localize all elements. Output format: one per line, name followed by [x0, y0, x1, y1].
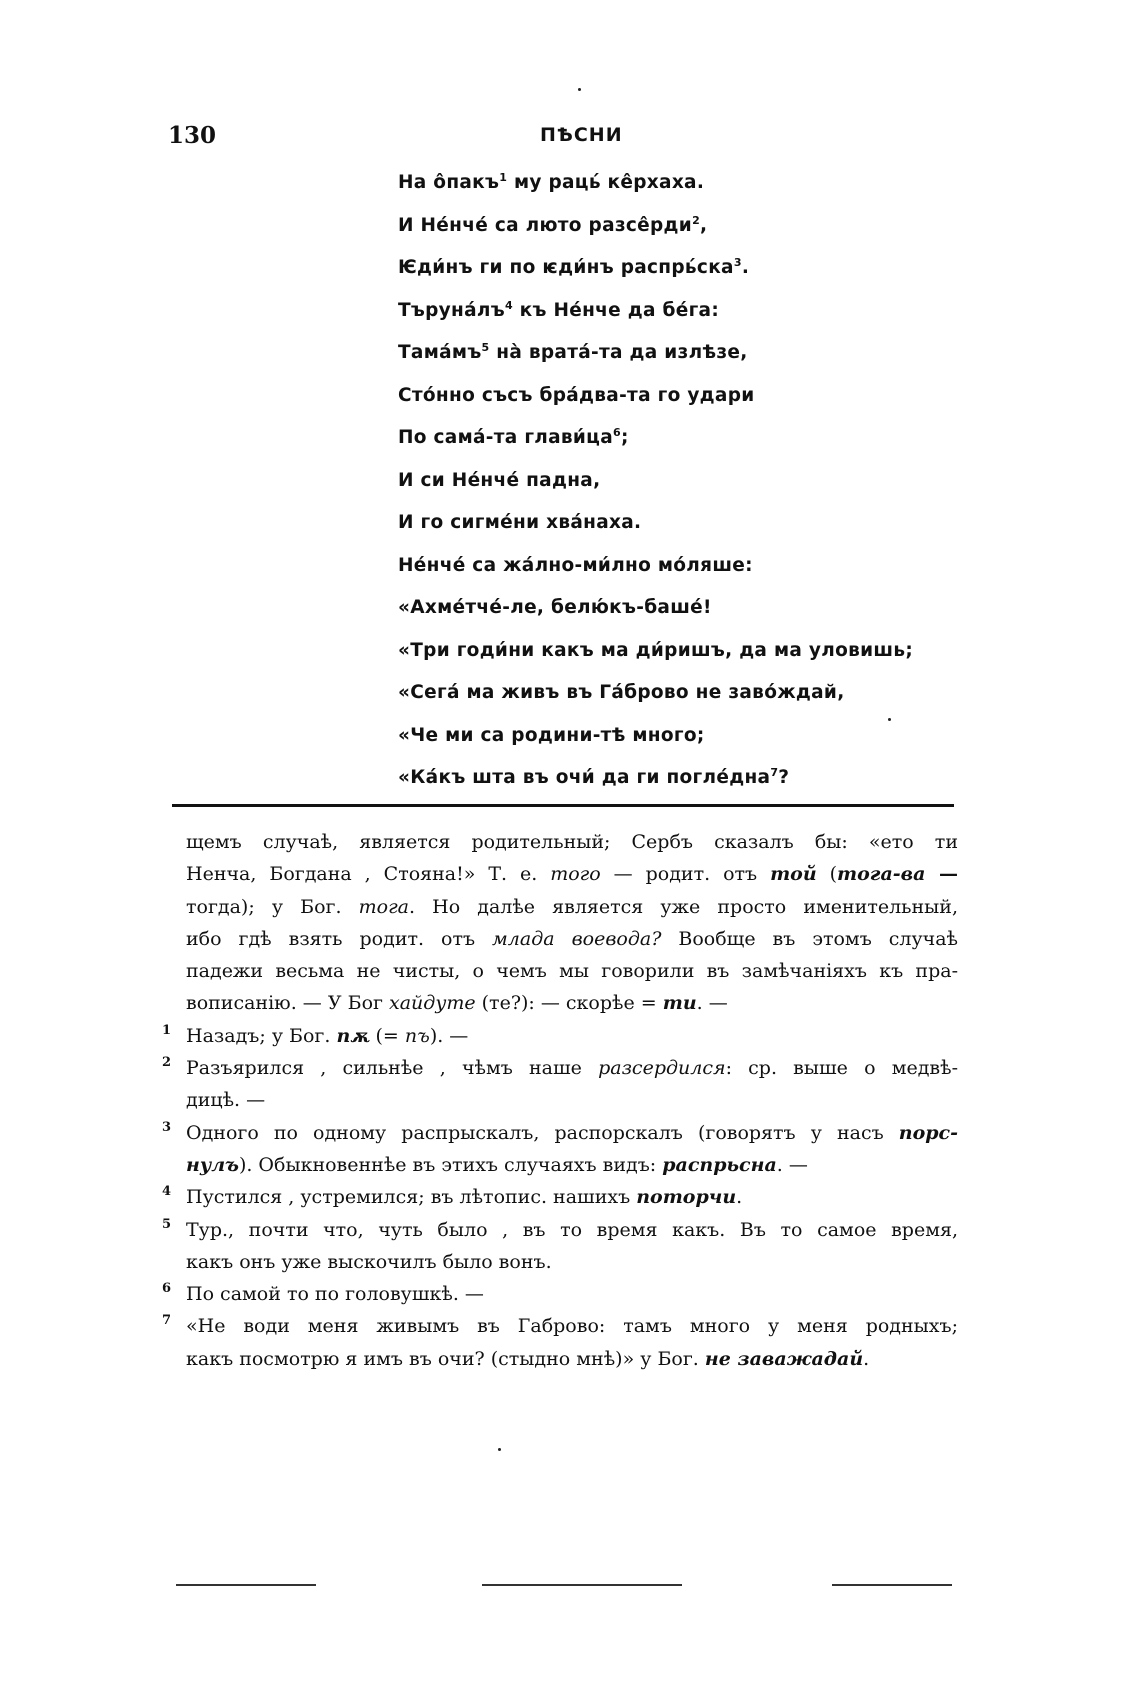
- footnote-3: [162, 1117, 958, 1182]
- note-line: «Не води меня живымъ въ Габрово: тамъ много у меня родныхъ;: [186, 1315, 958, 1338]
- footnote-marker: 5: [162, 1216, 172, 1232]
- note-line: дицѣ. —: [186, 1089, 266, 1112]
- verse-text: «Ка́къ шта въ очи́ да ги погле́дна: [398, 767, 771, 788]
- note-line: Пустился , устремился; въ лѣтопис. нашихъ поторчи.: [186, 1186, 743, 1209]
- verse-line: [398, 502, 998, 545]
- verse-text: Сто́нно съсъ бра́два-та го удари: [398, 384, 755, 406]
- verse-text: Търуна́лъ: [398, 299, 505, 321]
- footnote-marker: 2: [162, 1055, 172, 1071]
- footnote-continuation: [186, 826, 958, 1020]
- footnote-marker: 1: [162, 1022, 172, 1038]
- note-line: тогда); у Бог. тога. Но далѣе является уже просто именительный,: [186, 895, 958, 918]
- note-line: Назадъ; у Бог. пѫ (= пъ). —: [186, 1024, 469, 1047]
- verse-line: [398, 162, 998, 205]
- verse-text: «Три годи́ни какъ ма ди́ришъ, да ма уловишь;: [398, 639, 914, 661]
- print-speck: [498, 1448, 501, 1451]
- verse-line: [398, 417, 998, 460]
- footnote-5: [162, 1214, 958, 1279]
- note-line: какъ посмотрю я имъ въ очи? (стыдно мнѣ)» у Бог. не заважадай.: [186, 1347, 870, 1370]
- footnote-marker: 6: [162, 1281, 172, 1297]
- footnote-7: [162, 1310, 958, 1375]
- verse-line: [398, 332, 998, 375]
- footnote-reference: 4: [504, 298, 513, 312]
- scan-edge-line: [832, 1584, 952, 1586]
- verse-line: [398, 630, 998, 673]
- verse-text-tail: .: [741, 257, 750, 278]
- verse-text: Тама́мъ: [398, 342, 482, 363]
- verse-text: На о̂пакъ: [398, 172, 500, 193]
- verse-text-tail: ?: [778, 767, 790, 788]
- footnote-reference: 2: [692, 213, 701, 227]
- page-number: 130: [168, 122, 217, 149]
- note-line: Разъярился , сильнѣе , чѣмъ наше разсердился: ср. выше о медвѣ-: [186, 1057, 958, 1080]
- verse-text: «Сега́ ма живъ въ Га́брово не заво́ждай,: [398, 682, 845, 703]
- footnote-2: [162, 1052, 958, 1117]
- verse-line: [398, 205, 998, 248]
- footnote-reference: 5: [481, 340, 490, 354]
- verse-line: [398, 545, 998, 588]
- verse-line: [398, 672, 998, 715]
- note-line: Ненча, Богдана , Стояна!» Т. е. того — родит. отъ той (тога-ва —: [186, 863, 958, 886]
- note-line: падежи весьма не чисты, о чемъ мы говорили въ замѣчаніяхъ къ пра-: [186, 960, 958, 983]
- song-verse: [398, 162, 998, 800]
- verse-text-tail: на̀ врата́-та да излѣзе,: [489, 342, 748, 363]
- verse-text: «Ахме́тче́-ле, белю́къ-баше́!: [398, 597, 712, 618]
- footnote-marker: 3: [162, 1119, 172, 1135]
- note-line: По самой то по головушкѣ. —: [186, 1283, 484, 1306]
- verse-line: [398, 757, 998, 800]
- note-line: вописанію. — У Бог хайдуте (те?): — скорѣе = ти. —: [186, 992, 728, 1015]
- verse-line: [398, 587, 998, 630]
- note-line: щемъ случаѣ, является родительный; Сербъ сказалъ бы: «ето ти: [186, 831, 958, 853]
- note-line: нулъ). Обыкновеннѣе въ этихъ случаяхъ видъ: распрьсна. —: [186, 1153, 808, 1176]
- footnote-4: [162, 1181, 958, 1213]
- scan-edge-line: [482, 1584, 682, 1586]
- verse-text-tail: къ Не́нче да бе́га:: [512, 299, 720, 321]
- verse-text: И го сигме́ни хва́наха.: [398, 512, 642, 533]
- footnote-1: [162, 1020, 958, 1052]
- verse-text: «Че ми са родини-тѣ много;: [398, 724, 705, 746]
- footnote-reference: 7: [770, 765, 779, 779]
- running-title: ПѢСНИ: [540, 124, 623, 146]
- footnotes-section: [162, 826, 959, 1375]
- verse-line: [398, 290, 998, 333]
- verse-text-tail: ;: [620, 427, 629, 448]
- verse-text: По сама́-та глави́ца: [398, 427, 613, 448]
- verse-line: [398, 375, 998, 418]
- footnote-reference: 6: [612, 425, 621, 439]
- footnote-reference: 3: [733, 255, 742, 269]
- verse-text-tail: му раць́ ке̂рхаха.: [507, 172, 705, 193]
- verse-line: [398, 247, 998, 290]
- scan-edge-line: [176, 1584, 316, 1586]
- footnote-marker: 4: [162, 1184, 172, 1200]
- note-line: ибо гдѣ взять родит. отъ млада воевода? Вообще въ этомъ случаѣ: [186, 927, 959, 950]
- note-line: какъ онъ уже выскочилъ было вонъ.: [186, 1250, 552, 1273]
- verse-line: [398, 460, 998, 503]
- note-line: Одного по одному распрыскалъ, распорскалъ (говорятъ у насъ порс-: [186, 1121, 958, 1144]
- note-line: Тур., почти что, чуть было , въ то время какъ. Въ то самое время,: [186, 1218, 958, 1241]
- print-speck: [578, 88, 581, 91]
- footnote-reference: 1: [499, 170, 508, 184]
- verse-line: [398, 715, 998, 758]
- footnote-6: [162, 1278, 958, 1310]
- footnote-marker: 7: [162, 1313, 172, 1329]
- verse-text: Не́нче́ са жа́лно-ми́лно мо́ляше:: [398, 554, 753, 576]
- verse-text: И Не́нче́ са люто разсе̂рди: [398, 214, 693, 236]
- verse-text: Ѥди́нъ ги по ѥди́нъ распрь́ска: [398, 257, 734, 278]
- verse-text-tail: ,: [700, 214, 708, 236]
- footnote-separator-rule: [172, 804, 954, 807]
- verse-text: И си Не́нче́ падна,: [398, 469, 601, 491]
